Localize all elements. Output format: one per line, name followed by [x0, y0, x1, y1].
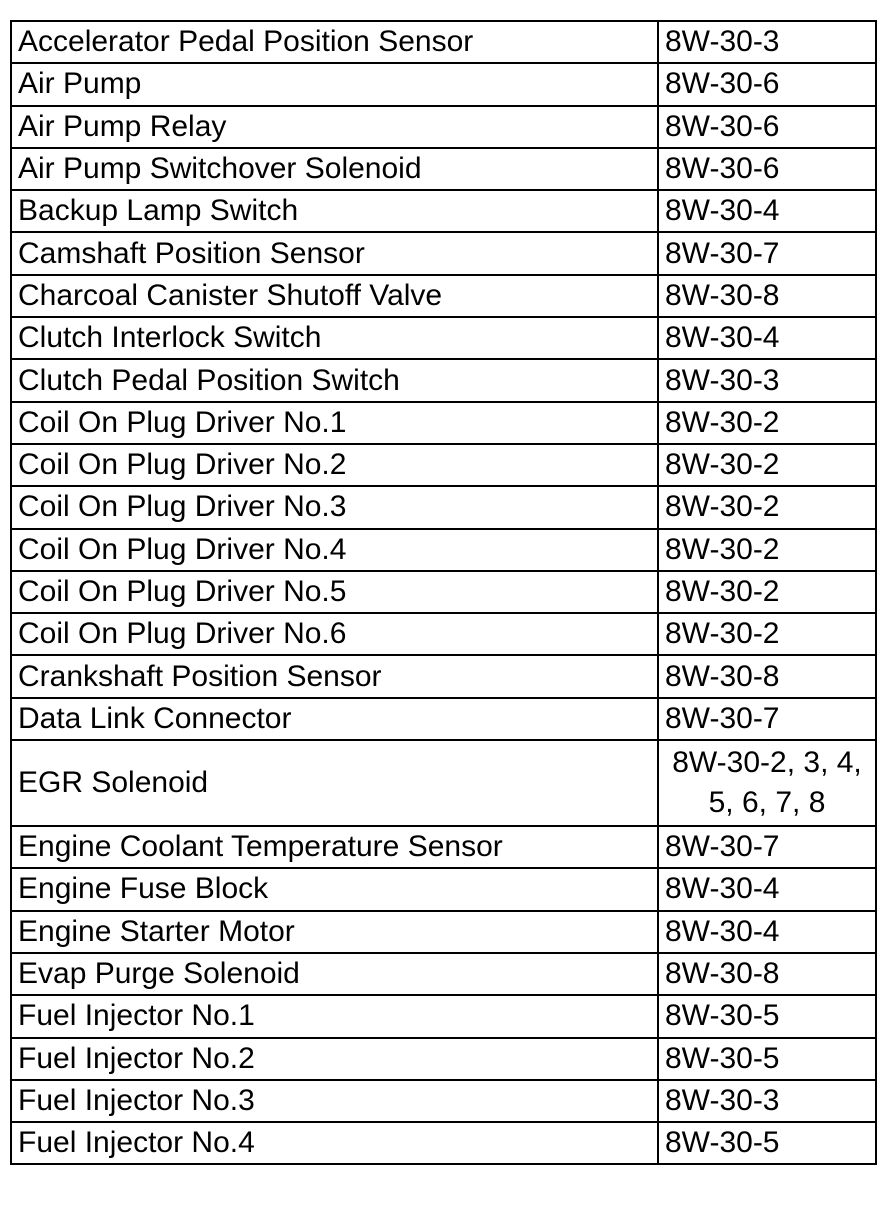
page-reference-cell: 8W-30-2 — [658, 486, 876, 528]
page-reference-cell: 8W-30-4 — [658, 317, 876, 359]
table-row — [11, 995, 876, 1037]
component-name-cell: Coil On Plug Driver No.5 — [11, 571, 658, 613]
page-reference-cell: 8W-30-4 — [658, 868, 876, 910]
table-row — [11, 655, 876, 697]
table-row — [11, 359, 876, 401]
component-index-table — [10, 20, 877, 1165]
page-reference-cell: 8W-30-3 — [658, 1080, 876, 1122]
table-row — [11, 1122, 876, 1164]
component-name-cell: Crankshaft Position Sensor — [11, 655, 658, 697]
component-name-cell: Coil On Plug Driver No.6 — [11, 613, 658, 655]
page-reference-cell: 8W-30-5 — [658, 995, 876, 1037]
table-row — [11, 868, 876, 910]
component-name-cell: Accelerator Pedal Position Sensor — [11, 21, 658, 63]
table-row — [11, 529, 876, 571]
component-name-cell: Clutch Interlock Switch — [11, 317, 658, 359]
component-name-cell: Fuel Injector No.3 — [11, 1080, 658, 1122]
page-reference-cell: 8W-30-4 — [658, 190, 876, 232]
component-name-cell: Camshaft Position Sensor — [11, 232, 658, 274]
page-reference-cell: 8W-30-6 — [658, 106, 876, 148]
component-name-cell: Coil On Plug Driver No.1 — [11, 402, 658, 444]
component-name-cell: Engine Fuse Block — [11, 868, 658, 910]
component-name-cell: Fuel Injector No.4 — [11, 1122, 658, 1164]
page-reference-cell: 8W-30-5 — [658, 1122, 876, 1164]
table-row — [11, 232, 876, 274]
table-row — [11, 740, 876, 826]
component-name-cell: Coil On Plug Driver No.2 — [11, 444, 658, 486]
table-row — [11, 106, 876, 148]
component-name-cell: Fuel Injector No.2 — [11, 1038, 658, 1080]
component-name-cell: Engine Coolant Temperature Sensor — [11, 826, 658, 868]
table-row — [11, 402, 876, 444]
page-reference-cell: 8W-30-8 — [658, 953, 876, 995]
page-reference-cell: 8W-30-4 — [658, 911, 876, 953]
table-row — [11, 444, 876, 486]
component-name-cell: Engine Starter Motor — [11, 911, 658, 953]
table-row — [11, 698, 876, 740]
page-reference-cell: 8W-30-6 — [658, 148, 876, 190]
page-reference-cell: 8W-30-3 — [658, 21, 876, 63]
table-row — [11, 1080, 876, 1122]
table-row — [11, 1038, 876, 1080]
page-reference-cell: 8W-30-8 — [658, 275, 876, 317]
page-reference-cell: 8W-30-8 — [658, 655, 876, 697]
page-reference-cell: 8W-30-6 — [658, 63, 876, 105]
component-name-cell: Evap Purge Solenoid — [11, 953, 658, 995]
table-row — [11, 21, 876, 63]
table-row — [11, 911, 876, 953]
component-name-cell: Air Pump Relay — [11, 106, 658, 148]
page-reference-cell: 8W-30-5 — [658, 1038, 876, 1080]
page-reference-cell: 8W-30-2 — [658, 529, 876, 571]
table-row — [11, 275, 876, 317]
component-name-cell: Air Pump — [11, 63, 658, 105]
component-name-cell: Charcoal Canister Shutoff Valve — [11, 275, 658, 317]
component-name-cell: Clutch Pedal Position Switch — [11, 359, 658, 401]
component-name-cell: Coil On Plug Driver No.4 — [11, 529, 658, 571]
page-reference-cell: 8W-30-7 — [658, 826, 876, 868]
component-name-cell: Fuel Injector No.1 — [11, 995, 658, 1037]
table-row — [11, 190, 876, 232]
component-name-cell: EGR Solenoid — [11, 740, 658, 826]
page-reference-cell: 8W-30-7 — [658, 232, 876, 274]
component-name-cell: Data Link Connector — [11, 698, 658, 740]
page-reference-cell: 8W-30-2 — [658, 444, 876, 486]
table-row — [11, 613, 876, 655]
component-name-cell: Coil On Plug Driver No.3 — [11, 486, 658, 528]
table-row — [11, 486, 876, 528]
component-name-cell: Air Pump Switchover Solenoid — [11, 148, 658, 190]
table-row — [11, 317, 876, 359]
page-reference-cell: 8W-30-7 — [658, 698, 876, 740]
page-reference-cell: 8W-30-2 — [658, 402, 876, 444]
component-index-body — [11, 21, 876, 1164]
table-row — [11, 826, 876, 868]
page-reference-cell: 8W-30-2 — [658, 571, 876, 613]
table-row — [11, 63, 876, 105]
table-row — [11, 953, 876, 995]
table-row — [11, 571, 876, 613]
page-reference-cell: 8W-30-2, 3, 4, 5, 6, 7, 8 — [658, 740, 876, 826]
page-reference-cell: 8W-30-2 — [658, 613, 876, 655]
component-name-cell: Backup Lamp Switch — [11, 190, 658, 232]
page-reference-cell: 8W-30-3 — [658, 359, 876, 401]
table-row — [11, 148, 876, 190]
